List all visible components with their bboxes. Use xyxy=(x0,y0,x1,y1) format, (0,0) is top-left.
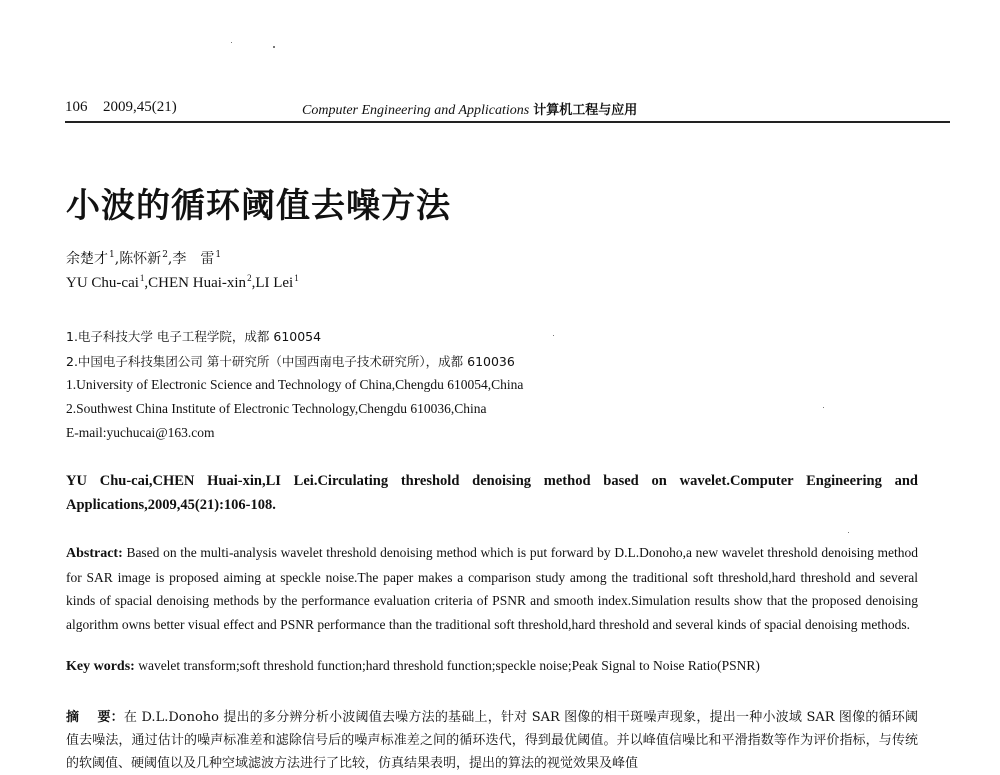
separator: , xyxy=(167,251,173,267)
abstract-cn-label-2: 要： xyxy=(97,710,124,725)
author-en: YU Chu-cai xyxy=(66,275,139,291)
affiliation-en-1: 1.University of Electronic Science and Technology of China,Chengdu 610054,China xyxy=(66,377,524,392)
author-cn: 李 雷 xyxy=(172,251,215,267)
scan-speck xyxy=(823,407,824,408)
author-cn: 余楚才 xyxy=(66,251,108,267)
affiliation-mark: 1 xyxy=(294,273,299,283)
abstract-cn-label-1: 摘 xyxy=(66,710,80,725)
journal-name xyxy=(302,99,637,119)
affiliation-mark: 2 xyxy=(162,250,168,260)
separator: , xyxy=(114,251,120,267)
abstract-text: Based on the multi-analysis wavelet threshold denoising method which is put forward by D.L.Donoho,a new wavelet threshold denoising method for SAR image is proposed aiming at speckle noise.The paper makes a comparison study among the traditional soft threshold,hard threshold and several kinds of spacial denoising methods by the performance evaluation criteria of PSNR and smooth index.Simulation results show that the proposed denoising algorithm owns better visual effect and PSNR performance than the traditional soft threshold,hard threshold and several kinds of spacial denoising methods. xyxy=(66,545,918,632)
scan-speck xyxy=(553,335,554,336)
affiliation-mark: 2 xyxy=(247,273,252,283)
affiliation-mark: 1 xyxy=(215,250,222,260)
abstract-cn xyxy=(66,706,918,775)
paper-title: 小波的循环阈值去噪方法 xyxy=(66,186,451,226)
author-en: CHEN Huai-xin xyxy=(148,275,247,291)
keywords-text: wavelet transform;soft threshold function;hard threshold function;speckle noise;Peak Signal to Noise Ratio(PSNR) xyxy=(138,658,760,673)
author-cn: 陈怀新 xyxy=(119,251,162,267)
keywords-label: Key words: xyxy=(66,659,135,674)
running-head xyxy=(65,99,950,121)
author-en: LI Lei xyxy=(255,275,294,291)
email[interactable]: E-mail:yuchucai@163.com xyxy=(66,425,215,440)
affiliation-en-2: 2.Southwest China Institute of Electronic Technology,Chengdu 610036,China xyxy=(66,401,487,416)
abstract-label: Abstract: xyxy=(66,546,123,561)
separator: , xyxy=(144,275,149,291)
volume-issue: 2009,45(21) xyxy=(103,99,177,115)
abstract-en xyxy=(66,541,918,636)
header-rule xyxy=(65,121,950,123)
citation: YU Chu-cai,CHEN Huai-xin,LI Lei.Circulating threshold denoising method based on wavelet.Computer Engineering and Applications,2009,45(21):106-108. xyxy=(66,473,918,513)
affiliation-cn-2: 2.中国电子科技集团公司 第十研究所（中国西南电子技术研究所），成都 610036 xyxy=(66,354,515,369)
scan-speck xyxy=(848,532,849,533)
affiliation-mark: 1 xyxy=(139,273,145,283)
affiliation-cn-1: 1.电子科技大学 电子工程学院，成都 610054 xyxy=(66,329,322,344)
journal-name-en: Computer Engineering and Applications xyxy=(302,103,530,118)
separator: , xyxy=(251,275,256,291)
page-number: 106 xyxy=(65,99,88,115)
keywords xyxy=(66,658,760,675)
scan-speck xyxy=(231,42,232,43)
abstract-cn-text: 在 D.L.Donoho 提出的多分辨分析小波阈值去噪方法的基础上，针对 SAR 图像的相干斑噪声现象，提出一种小波域 SAR 图像的循环阈值去噪法，通过估计的噪声标准差和滤除信号后的噪声标准差之间的循环迭代，得到最优阈值。并以峰值信噪比和平滑指数等作为评价指标，与传统的软阈值、硬阈值以及几种空域滤波方法进行了比较，仿真结果表明，提出的算法的视觉效果及峰值 xyxy=(66,710,918,771)
authors-cn xyxy=(66,248,221,268)
scan-speck xyxy=(273,46,275,48)
authors-en xyxy=(66,273,299,292)
affiliation-mark: 1 xyxy=(109,250,115,260)
journal-name-cn: 计算机工程与应用 xyxy=(533,103,638,118)
